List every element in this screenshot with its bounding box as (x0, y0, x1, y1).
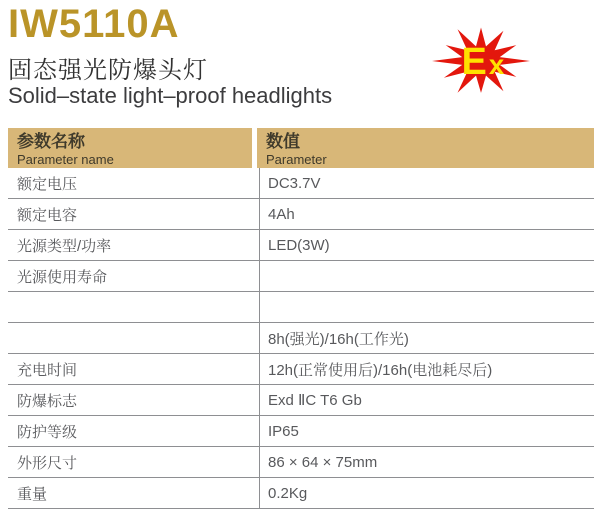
param-value: 12h(正常使用后)/16h(电池耗尽后) (268, 361, 493, 379)
spec-table (8, 128, 594, 509)
table-row-protection-rating (8, 416, 594, 447)
spec-table-header (8, 128, 594, 168)
table-row-light-source-life (8, 261, 594, 292)
svg-text:Ex: Ex (461, 40, 505, 83)
param-name (8, 292, 260, 322)
param-name: 外形尺寸 (8, 447, 260, 477)
param-name: 额定电容 (8, 199, 260, 229)
param-value: 0.2Kg (268, 484, 308, 502)
header-cell-parameter-name (8, 128, 252, 168)
table-row-dimensions (8, 447, 594, 478)
header-parameter-name-en: Parameter name (17, 152, 114, 167)
header-value-zh: 数值 (266, 132, 300, 151)
table-row-light-source-type (8, 230, 594, 261)
param-value: LED(3W) (268, 236, 330, 254)
table-row-explosion-proof-mark (8, 385, 594, 416)
param-value: Exd ⅡC T6 Gb (268, 392, 362, 409)
param-value: DC3.7V (268, 174, 321, 192)
param-name: 光源使用寿命 (8, 261, 260, 291)
param-name: 充电时间 (8, 354, 260, 384)
header-parameter-name-zh: 参数名称 (17, 132, 85, 151)
product-name-english: Solid–state light–proof headlights (8, 83, 333, 108)
table-row-runtime (8, 323, 594, 354)
header-value-en: Parameter (266, 152, 327, 167)
param-name: 防护等级 (8, 416, 260, 446)
explosion-proof-ex-icon (430, 20, 532, 102)
table-row-rated-capacity (8, 199, 594, 230)
product-name-chinese: 固态强光防爆头灯 (8, 57, 208, 84)
table-row-blank (8, 292, 594, 323)
param-name (8, 323, 260, 353)
header-cell-value (257, 128, 594, 168)
param-value: 8h(强光)/16h(工作光) (268, 330, 409, 348)
param-value: 86 × 64 × 75mm (268, 453, 378, 471)
param-value (260, 292, 594, 322)
param-value: IP65 (268, 422, 299, 440)
param-name: 光源类型/功率 (8, 230, 260, 260)
table-row-charging-time (8, 354, 594, 385)
table-row-weight (8, 478, 594, 509)
product-model-title: IW5110A (8, 2, 180, 46)
table-row-rated-voltage (8, 168, 594, 199)
param-value (260, 261, 594, 291)
param-name: 防爆标志 (8, 385, 260, 415)
param-name: 重量 (8, 478, 260, 508)
param-value: 4Ah (268, 205, 295, 223)
param-name: 额定电压 (8, 168, 260, 198)
